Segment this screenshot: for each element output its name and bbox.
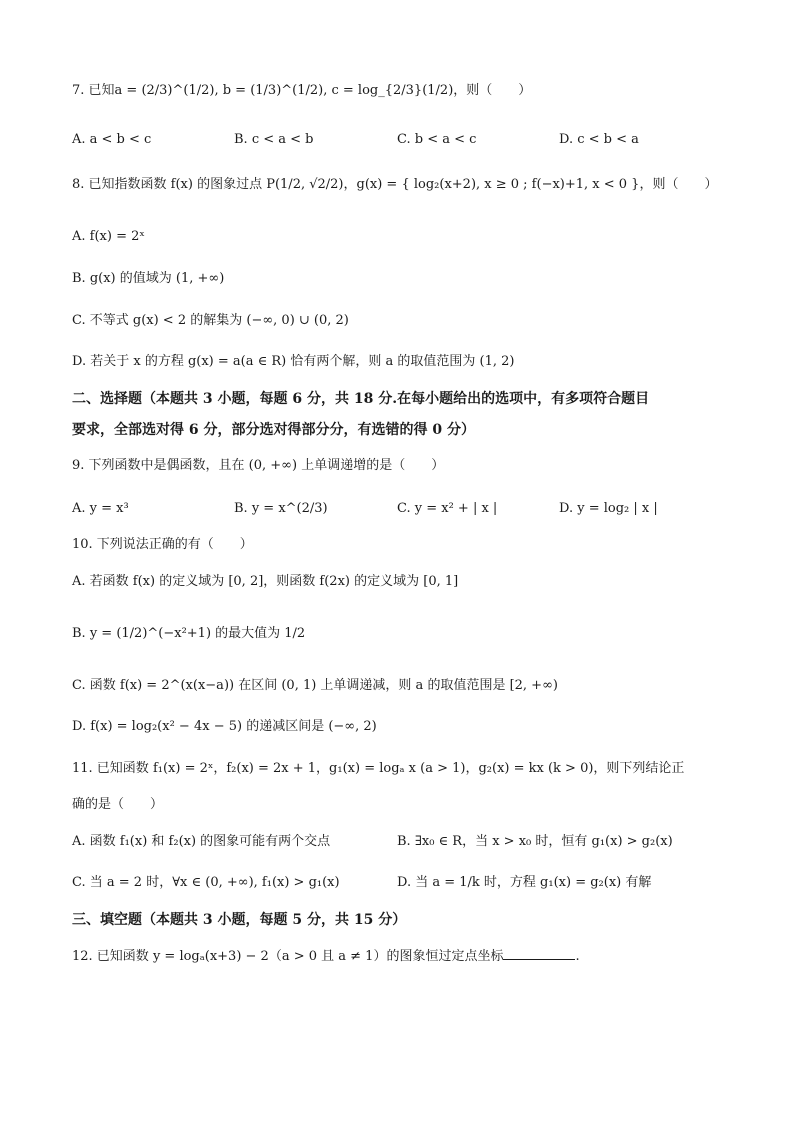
- question-10-option-c: C. 函数 f(x) = 2^(x(x−a)) 在区间 (0, 1) 上单调递减，则 a 的取值范围是 [2, +∞): [72, 678, 558, 693]
- question-11-option-d: D. 当 a = 1/k 时，方程 g₁(x) = g₂(x) 有解: [397, 875, 652, 890]
- question-11-option-a: A. 函数 f₁(x) 和 f₂(x) 的图象可能有两个交点: [72, 834, 331, 849]
- question-7-option-c: C. b < a < c: [397, 132, 477, 147]
- question-12-end: .: [575, 949, 580, 964]
- question-10-option-a: A. 若函数 f(x) 的定义域为 [0, 2]，则函数 f(2x) 的定义域为 [0, 1]: [72, 574, 459, 589]
- question-8-option-a: A. f(x) = 2ˣ: [72, 229, 145, 244]
- question-12-stem: [72, 947, 580, 966]
- question-7-option-d: D. c < b < a: [559, 132, 639, 147]
- question-11-option-c: C. 当 a = 2 时，∀x ∈ (0, +∞), f₁(x) > g₁(x): [72, 875, 340, 890]
- question-9-stem: 9. 下列函数中是偶函数，且在 (0, +∞) 上单调递增的是（ ）: [72, 458, 445, 473]
- question-10-option-d: D. f(x) = log₂(x² − 4x − 5) 的递减区间是 (−∞, 2): [72, 719, 377, 734]
- section-3-heading: 三、填空题（本题共 3 小题，每题 5 分，共 15 分）: [72, 912, 407, 928]
- question-11-stem-line-1: 11. 已知函数 f₁(x) = 2ˣ，f₂(x) = 2x + 1，g₁(x) = logₐ x (a > 1)，g₂(x) = kx (k > 0)，则下列结论正: [72, 761, 685, 776]
- question-10-stem: 10. 下列说法正确的有（ ）: [72, 537, 253, 552]
- question-11-stem-line-2: 确的是（ ）: [72, 797, 164, 812]
- question-7-stem: 7. 已知a = (2/3)^(1/2), b = (1/3)^(1/2), c = log_{2/3}(1/2)，则（ ）: [72, 83, 532, 98]
- question-9-option-a: A. y = x³: [72, 501, 129, 516]
- question-9-option-b: B. y = x^(2/3): [234, 501, 328, 516]
- question-11-option-b: B. ∃x₀ ∈ R，当 x > x₀ 时，恒有 g₁(x) > g₂(x): [397, 834, 673, 849]
- answer-blank[interactable]: [503, 947, 575, 960]
- question-10-option-b: B. y = (1/2)^(−x²+1) 的最大值为 1/2: [72, 626, 306, 641]
- question-8-option-d: D. 若关于 x 的方程 g(x) = a(a ∈ R) 恰有两个解，则 a 的取值范围为 (1, 2): [72, 354, 515, 369]
- question-9-option-d: D. y = log₂ | x |: [559, 501, 658, 516]
- question-8-stem: 8. 已知指数函数 f(x) 的图象过点 P(1/2, √2/2)，g(x) = { log₂(x+2), x ≥ 0 ; f(−x)+1, x < 0 }，则（ ）: [72, 177, 718, 192]
- question-7-option-b: B. c < a < b: [234, 132, 314, 147]
- question-8-option-c: C. 不等式 g(x) < 2 的解集为 (−∞, 0) ∪ (0, 2): [72, 313, 349, 328]
- section-2-heading-line-1: 二、选择题（本题共 3 小题，每题 6 分，共 18 分.在每小题给出的选项中，有多项符合题目: [72, 391, 650, 407]
- question-12-text: 12. 已知函数 y = logₐ(x+3) − 2（a > 0 且 a ≠ 1）的图象恒过定点坐标: [72, 949, 504, 964]
- question-7-option-a: A. a < b < c: [72, 132, 152, 147]
- question-8-option-b: B. g(x) 的值域为 (1, +∞): [72, 271, 225, 286]
- question-9-option-c: C. y = x² + | x |: [397, 501, 498, 516]
- section-2-heading-line-2: 要求，全部选对得 6 分，部分选对得部分分，有选错的得 0 分）: [72, 422, 475, 438]
